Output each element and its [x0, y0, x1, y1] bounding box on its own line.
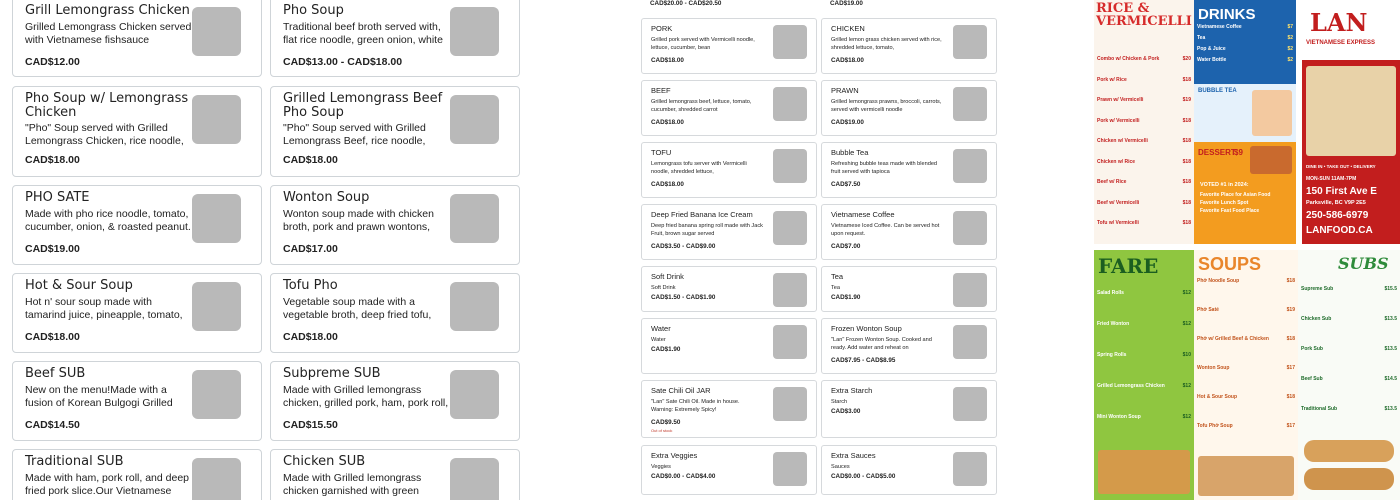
menu-item-description: Refreshing bubble teas made with blended fruit served with tapioca — [831, 161, 938, 175]
poster-item-price: $19 — [1286, 307, 1295, 313]
soups-poster[interactable] — [1194, 250, 1298, 500]
poster-item-name: Tofu w/ Vermicelli — [1097, 220, 1139, 226]
menu-item-photo — [773, 25, 807, 59]
poster-item-name: Traditional Sub — [1301, 406, 1338, 412]
partial-price: CAD$19.00 — [830, 0, 863, 7]
menu-item-photo — [450, 282, 499, 331]
poster-item-price: $18 — [1182, 199, 1191, 206]
favorite-2: Favorite Lunch Spot — [1200, 200, 1249, 206]
poster-menu-row — [1298, 346, 1400, 356]
menu-item-title: Beef SUB — [25, 366, 86, 381]
menu-item-price: CAD$18.00 — [283, 154, 338, 166]
poster-menu-row — [1094, 383, 1194, 393]
menu-item-photo — [953, 325, 987, 359]
poster-menu-row — [1194, 365, 1298, 375]
poster-item-price: $17 — [1286, 423, 1295, 429]
poster-menu-row — [1094, 138, 1194, 148]
poster-menu-row — [1194, 57, 1296, 67]
subs-poster[interactable] — [1298, 250, 1400, 500]
menu-item-card[interactable] — [821, 445, 997, 495]
menu-item-description: "Pho" Soup served with Grilled Lemongrass Beef, rice noodle, — [283, 122, 426, 147]
phone-number: 250-586-6979 — [1306, 210, 1369, 221]
poster-menu-row — [1094, 200, 1194, 210]
poster-menu-row — [1298, 406, 1400, 416]
menu-item-title: Extra Sauces — [831, 451, 876, 460]
menu-item-title: Grilled Lemongrass Beef Pho Soup — [283, 91, 443, 120]
menu-item-price: CAD$1.90 — [831, 294, 861, 301]
poster-menu-row — [1094, 414, 1194, 424]
menu-item-price: CAD$0.00 - CAD$4.00 — [651, 473, 716, 480]
menu-item-title: Wonton Soup — [283, 190, 370, 205]
poster-item-name: Beef w/ Rice — [1097, 179, 1127, 185]
poster-item-price: $18 — [1182, 179, 1191, 185]
menu-item-photo — [192, 95, 241, 144]
menu-item-price: CAD$18.00 — [651, 119, 684, 126]
menu-item-price: CAD$3.00 — [831, 408, 861, 415]
menu-item-card[interactable] — [821, 204, 997, 260]
menu-item-price: CAD$3.50 - CAD$9.00 — [651, 243, 716, 250]
poster-item-name: Water Bottle — [1197, 57, 1227, 63]
bubble-tea-section — [1194, 84, 1296, 142]
menu-item-card[interactable] — [821, 142, 997, 198]
lan-poster[interactable] — [1302, 0, 1400, 244]
menu-item-price: CAD$7.50 — [831, 181, 861, 188]
poster-menu-row — [1194, 423, 1298, 433]
menu-item-photo — [192, 282, 241, 331]
menu-item-photo — [192, 7, 241, 56]
poster-item-price: $20 — [1182, 56, 1191, 62]
menu-item-description: Made with Grilled lemongrass chicken, grilled pork, ham, pork roll, — [283, 384, 449, 409]
menu-item-card[interactable] — [641, 380, 817, 438]
poster-item-price: $12 — [1182, 383, 1191, 389]
menu-item-card[interactable] — [641, 266, 817, 312]
menu-item-card[interactable] — [821, 318, 997, 374]
menu-item-card[interactable] — [270, 449, 520, 500]
poster-item-name: Phở Saté — [1197, 307, 1219, 313]
menu-item-photo — [773, 387, 807, 421]
menu-item-description: Soft Drink — [651, 285, 676, 291]
menu-item-title: PRAWN — [831, 86, 859, 95]
menu-item-card[interactable] — [821, 80, 997, 136]
menu-item-title: Subpreme SUB — [283, 366, 381, 381]
menu-item-description: Grilled pork served with Vermicelli noodle, lettuce, cucumber, bean — [651, 37, 755, 51]
menu-item-card[interactable] — [270, 86, 520, 177]
menu-item-description: "Lan" Sate Chili Oil. Made in house. Warning: Extremely Spicy! — [651, 399, 740, 413]
hours: MON-SUN 11AM-7PM — [1306, 176, 1357, 182]
poster-item-price: $15.5 — [1384, 286, 1397, 292]
poster-menu-row — [1094, 321, 1194, 331]
soup-bowls-photo — [1198, 456, 1294, 496]
fare-food-photo — [1098, 450, 1190, 494]
menu-item-description: Water — [651, 337, 666, 343]
menu-item-photo — [450, 95, 499, 144]
poster-menu-row — [1194, 394, 1298, 404]
sub-sandwich-photo — [1304, 440, 1394, 462]
menu-item-price: CAD$0.00 - CAD$5.00 — [831, 473, 896, 480]
menu-item-card[interactable] — [12, 361, 262, 441]
poster-menu-row — [1094, 118, 1194, 128]
favorite-3: Favorite Fast Food Place — [1200, 208, 1260, 214]
menu-item-description: Hot n' sour soup made with tamarind juice, pineapple, tomato, — [25, 296, 183, 321]
poster-item-name: Tofu Phở Soup — [1197, 423, 1233, 429]
poster-title: SUBS — [1338, 254, 1389, 273]
poster-menu-row — [1194, 336, 1298, 346]
menu-item-description: Lemongrass tofu server with Vermicelli noodle, shredded lettuce, — [651, 161, 747, 175]
poster-item-name: Phở w/ Grilled Beef & Chicken — [1197, 336, 1269, 342]
menu-item-card[interactable] — [821, 380, 997, 438]
menu-item-card[interactable] — [12, 449, 262, 500]
poster-item-price: $17 — [1286, 365, 1295, 371]
poster-menu-row — [1094, 77, 1194, 87]
menu-item-title: Tofu Pho — [283, 278, 338, 293]
menu-item-photo — [192, 370, 241, 419]
poster-item-name: Vietnamese Coffee — [1197, 24, 1242, 30]
poster-item-name: Pork Sub — [1301, 346, 1323, 352]
poster-item-name: Chicken w/ Vermicelli — [1097, 138, 1148, 144]
menu-item-price: CAD$17.00 — [283, 243, 338, 255]
poster-menu-row — [1298, 286, 1400, 296]
menu-item-card[interactable] — [12, 273, 262, 353]
poster-item-name: Beef w/ Vermicelli — [1097, 199, 1140, 206]
section-title: BUBBLE TEA — [1198, 88, 1237, 94]
poster-menu-row — [1094, 56, 1194, 66]
poster-collage — [1094, 0, 1400, 500]
favorite-1: Favorite Place for Asian Food — [1200, 192, 1271, 198]
service-banner: DINE IN • TAKE OUT • DELIVERY — [1306, 164, 1376, 169]
menu-item-card[interactable] — [12, 0, 262, 77]
menu-item-description: Deep fried banana spring roll made with Jack Fruit, brown sugar served — [651, 223, 763, 237]
menu-item-description: Grilled Lemongrass Chicken served with Vietnamese fishsauce — [25, 21, 192, 46]
menu-item-photo — [953, 211, 987, 245]
menu-item-photo — [450, 194, 499, 243]
menu-item-photo — [773, 211, 807, 245]
poster-item-name: Pop & Juice — [1197, 46, 1226, 52]
menu-item-card[interactable] — [641, 142, 817, 198]
poster-title: DRINKS — [1198, 6, 1256, 23]
poster-title: FARE — [1098, 254, 1159, 278]
poster-item-price: $18 — [1182, 117, 1191, 124]
menu-item-card[interactable] — [641, 445, 817, 495]
menu-item-description: Grilled lemongrass beef, lettuce, tomato, cucumber, shredded carrot — [651, 99, 752, 113]
menu-item-description: Grilled lemongrass prawns, broccoli, carrots, served with vermicelli noodle — [831, 99, 942, 113]
website: LANFOOD.CA — [1306, 225, 1373, 236]
menu-item-card[interactable] — [821, 266, 997, 312]
menu-item-card[interactable] — [821, 18, 997, 74]
poster-item-price: $2 — [1287, 46, 1293, 52]
poster-item-price: $18 — [1286, 336, 1295, 342]
menu-item-title: Grill Lemongrass Chicken — [25, 3, 190, 18]
menu-item-photo — [450, 7, 499, 56]
poster-item-name: Fried Wonton — [1097, 321, 1130, 327]
poster-menu-row — [1094, 179, 1194, 189]
poster-item-price: $18 — [1286, 278, 1295, 284]
poster-item-name: Hot & Sour Soup — [1197, 394, 1237, 400]
poster-item-price: $12 — [1182, 321, 1191, 327]
poster-menu-row — [1194, 24, 1296, 34]
poster-item-price: $18 — [1182, 220, 1191, 226]
lan-info — [1302, 162, 1400, 244]
menu-item-photo — [773, 273, 807, 307]
poster-menu-list — [1194, 24, 1296, 78]
poster-item-name: Tea — [1197, 35, 1206, 41]
menu-item-description: Sauces — [831, 464, 850, 470]
menu-item-price: CAD$18.00 — [25, 154, 80, 166]
address-line-1: 150 First Ave E — [1306, 186, 1377, 197]
poster-menu-row — [1094, 159, 1194, 169]
menu-item-title: PHO SATE — [25, 190, 90, 205]
poster-item-name: Salad Rolls — [1097, 290, 1124, 296]
menu-item-photo — [773, 325, 807, 359]
menu-item-title: CHICKEN — [831, 24, 865, 33]
menu-item-title: Vietnamese Coffee — [831, 210, 895, 219]
menu-item-card[interactable] — [641, 80, 817, 136]
menu-item-title: Soft Drink — [651, 272, 684, 281]
menu-item-title: Hot & Sour Soup — [25, 278, 133, 293]
menu-item-title: TOFU — [651, 148, 672, 157]
poster-item-price: $18 — [1182, 76, 1191, 83]
menu-item-description: Starch — [831, 399, 848, 405]
poster-item-price: $19 — [1182, 97, 1191, 103]
poster-item-price: $12 — [1182, 414, 1191, 420]
poster-item-name: Wonton Soup — [1197, 365, 1230, 371]
menu-item-price: CAD$12.00 — [25, 56, 80, 68]
menu-item-card[interactable] — [12, 86, 262, 177]
poster-item-price: $12 — [1182, 290, 1191, 296]
poster-item-name: Combo w/ Chicken & Pork — [1097, 56, 1160, 62]
menu-item-title: BEEF — [651, 86, 671, 95]
menu-item-photo — [773, 452, 807, 486]
menu-item-price: CAD$13.00 - CAD$18.00 — [283, 56, 403, 68]
menu-item-description: Vietnamese Iced Coffee. Can be served hot upon request. — [831, 223, 940, 237]
menu-item-title: Tea — [831, 272, 844, 281]
menu-item-title: PORK — [651, 24, 673, 33]
menu-item-photo — [953, 25, 987, 59]
menu-item-title: Pho Soup — [283, 3, 344, 18]
menu-item-price: CAD$14.50 — [25, 419, 80, 431]
menu-item-price: CAD$18.00 — [283, 331, 338, 343]
menu-item-price: CAD$18.00 — [25, 331, 80, 343]
poster-item-price: $18 — [1182, 158, 1191, 165]
menu-item-card[interactable] — [12, 185, 262, 265]
menu-item-description: Veggies — [651, 464, 671, 470]
poster-item-name: Supreme Sub — [1301, 286, 1334, 292]
menu-item-title: Deep Fried Banana Ice Cream — [651, 210, 753, 219]
menu-item-card[interactable] — [641, 318, 817, 374]
menu-item-price: CAD$15.50 — [283, 419, 338, 431]
menu-item-description: Made with pho rice noodle, tomato, cucumber, onion, & roasted peanut. — [25, 208, 191, 233]
menu-item-card[interactable] — [270, 0, 520, 77]
fare-poster[interactable] — [1094, 250, 1194, 500]
menu-item-card[interactable] — [641, 18, 817, 74]
poster-item-name: Pork w/ Rice — [1097, 76, 1127, 83]
menu-item-description: Made with ham, pork roll, and deep fried pork slice.Our Vietnamese — [25, 472, 190, 497]
lan-header — [1302, 0, 1400, 60]
poster-menu-row — [1094, 220, 1194, 230]
menu-item-price: CAD$9.50 — [651, 419, 681, 426]
menu-item-price: CAD$18.00 — [831, 57, 864, 64]
poster-menu-row — [1194, 307, 1298, 317]
poster-item-price: $13.5 — [1384, 316, 1397, 322]
poster-item-name: Spring Rolls — [1097, 352, 1127, 358]
menu-item-photo — [953, 273, 987, 307]
bubble-tea-photo — [1252, 90, 1292, 136]
poster-item-name: Mini Wonton Soup — [1097, 414, 1141, 420]
menu-item-description: Vegetable soup made with a vegetable broth, deep fried tofu, — [283, 296, 432, 321]
menu-item-card[interactable] — [270, 185, 520, 265]
menu-item-photo — [953, 387, 987, 421]
menu-item-photo — [773, 87, 807, 121]
voted-text: VOTED #1 in 2024: — [1200, 182, 1249, 188]
small-menu-grid — [640, 0, 1000, 500]
partial-price: CAD$20.00 - CAD$20.50 — [650, 0, 722, 7]
menu-item-description: Wonton soup made with chicken broth, pork and prawn wontons, — [283, 208, 434, 233]
poster-item-price: $13.5 — [1384, 406, 1397, 412]
menu-item-description: Grilled lemon grass chicken served with rice, shredded lettuce, tomato, — [831, 37, 942, 51]
menu-item-photo — [953, 149, 987, 183]
poster-menu-row — [1094, 97, 1194, 107]
menu-item-title: Extra Veggies — [651, 451, 698, 460]
poster-menu-row — [1298, 316, 1400, 326]
poster-menu-row — [1194, 278, 1298, 288]
poster-title: SOUPS — [1198, 254, 1262, 274]
poster-menu-row — [1094, 290, 1194, 300]
menu-item-price: CAD$18.00 — [651, 181, 684, 188]
poster-item-name: Beef Sub — [1301, 376, 1323, 382]
menu-item-description: New on the menu!Made with a fusion of Korean Bulgogi Grilled — [25, 384, 173, 409]
poster-menu-row — [1298, 376, 1400, 386]
pho-bowl-photo — [1306, 66, 1396, 156]
menu-item-title: Pho Soup w/ Lemongrass Chicken — [25, 91, 189, 120]
menu-item-title: Traditional SUB — [25, 454, 124, 469]
menu-item-description: Made with Grilled lemongrass chicken garnished with green — [283, 472, 422, 497]
menu-item-card[interactable] — [270, 273, 520, 353]
poster-item-name: Chicken w/ Rice — [1097, 158, 1136, 165]
dessert-section — [1194, 142, 1296, 244]
poster-menu-row — [1194, 46, 1296, 56]
menu-item-description: "Pho" Soup served with Grilled Lemongrass Chicken, rice noodle, — [25, 122, 184, 147]
stock-status: Out of stock — [651, 428, 673, 433]
menu-item-photo — [953, 87, 987, 121]
menu-item-title: Extra Starch — [831, 386, 873, 395]
menu-item-price: CAD$1.50 - CAD$1.90 — [651, 294, 716, 301]
menu-item-card[interactable] — [641, 204, 817, 260]
menu-item-photo — [773, 149, 807, 183]
section-title: DESSERT — [1198, 148, 1236, 157]
poster-item-name: Phở Noodle Soup — [1197, 278, 1240, 284]
menu-item-photo — [450, 370, 499, 419]
poster-item-price: $10 — [1182, 352, 1191, 358]
poster-title: RICE & VERMICELLI — [1096, 1, 1192, 29]
poster-item-price: $13.5 — [1384, 346, 1397, 352]
address-line-2: Parksville, BC V9P 2E5 — [1306, 200, 1366, 206]
menu-item-description: Traditional beef broth served with, flat rice noodle, green onion, white — [283, 21, 443, 46]
menu-item-title: Water — [651, 324, 671, 333]
poster-menu-row — [1194, 35, 1296, 45]
menu-item-price: CAD$1.90 — [651, 346, 681, 353]
menu-item-price: CAD$19.00 — [25, 243, 80, 255]
poster-item-price: $18 — [1182, 138, 1191, 144]
poster-item-name: Grilled Lemongrass Chicken — [1097, 383, 1165, 389]
menu-item-price: CAD$7.00 — [831, 243, 861, 250]
menu-item-price: CAD$19.00 — [831, 119, 864, 126]
menu-item-description: "Lan" Frozen Wonton Soup. Cooked and ready. Add water and reheat on — [831, 337, 932, 351]
poster-item-price: $2 — [1287, 35, 1293, 41]
poster-item-name: Chicken Sub — [1301, 316, 1332, 322]
dessert-photo — [1250, 146, 1292, 174]
menu-item-title: Frozen Wonton Soup — [831, 324, 902, 333]
poster-menu-row — [1094, 352, 1194, 362]
menu-item-photo — [953, 452, 987, 486]
rice-vermicelli-poster[interactable] — [1094, 0, 1194, 244]
menu-item-price: CAD$18.00 — [651, 57, 684, 64]
menu-item-card[interactable] — [270, 361, 520, 441]
poster-item-price: $18 — [1286, 394, 1295, 400]
poster-item-name: Prawn w/ Vermicelli — [1097, 97, 1144, 103]
menu-item-photo — [450, 458, 499, 500]
menu-item-photo — [192, 194, 241, 243]
sub-sandwich-photo — [1304, 468, 1394, 490]
poster-item-name: Pork w/ Vermicelli — [1097, 117, 1140, 124]
lan-subtitle: VIETNAMESE EXPRESS — [1306, 40, 1376, 46]
drinks-poster[interactable] — [1194, 0, 1296, 244]
menu-item-photo — [192, 458, 241, 500]
dessert-price: $9 — [1234, 148, 1243, 157]
large-menu-grid — [0, 0, 540, 500]
menu-item-title: Chicken SUB — [283, 454, 366, 469]
menu-item-title: Sate Chili Oil JAR — [651, 386, 711, 395]
poster-item-price: $7 — [1287, 24, 1293, 30]
poster-item-price: $2 — [1287, 57, 1293, 63]
menu-item-price: CAD$7.95 - CAD$8.95 — [831, 357, 896, 364]
menu-item-description: Tea — [831, 285, 841, 291]
lan-logo: LAN — [1310, 8, 1368, 37]
poster-item-price: $14.5 — [1384, 376, 1397, 382]
menu-item-title: Bubble Tea — [831, 148, 869, 157]
